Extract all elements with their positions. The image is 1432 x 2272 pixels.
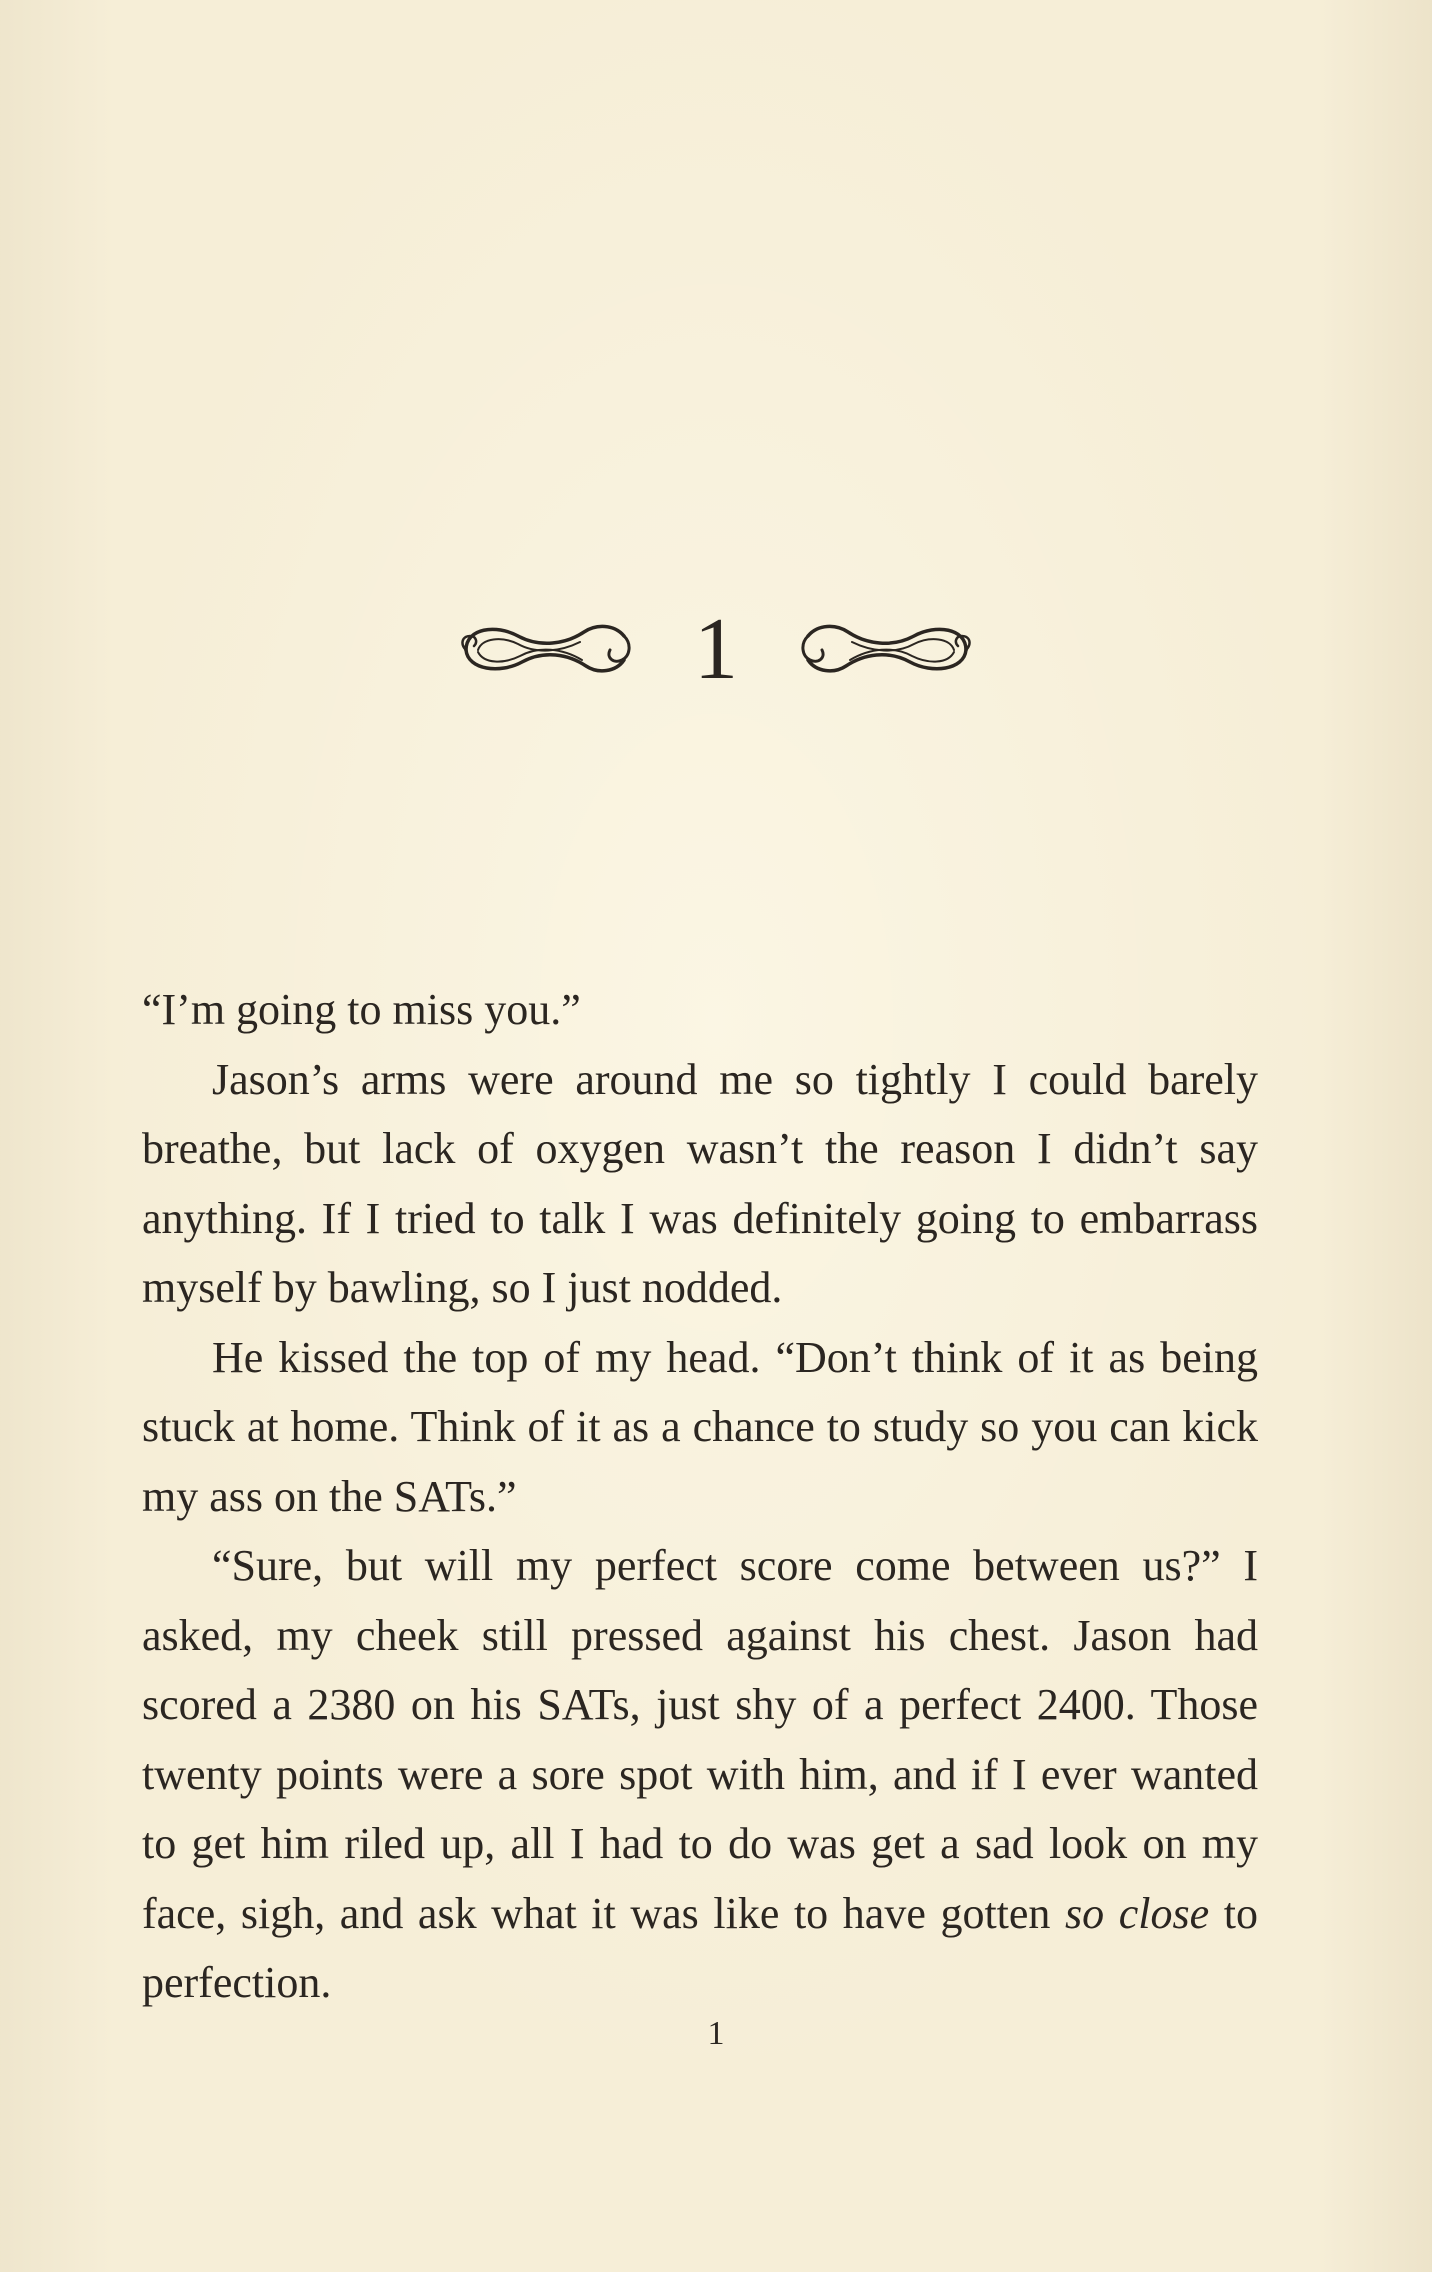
paragraph	[142, 975, 1258, 1045]
show-through-text	[140, 150, 1260, 1030]
paragraph-text: He kissed the top of my head. “Don’t think of it as being stuck at home. Think of it as a chance to study so you can kick my ass on the SATs.”	[142, 1332, 1258, 1521]
chapter-number: 1	[694, 601, 738, 698]
paragraph-text: Jason’s arms were around me so tightly I could barely breathe, but lack of oxygen wasn’t the reason I didn’t say anything. If I tried to talk I was definitely going to embarrass myself by bawling, so I just nodded.	[142, 1054, 1258, 1312]
right-flourish-ornament	[796, 610, 976, 690]
italic-text: so close	[1065, 1888, 1210, 1938]
paragraph-text: “I’m going to miss you.”	[142, 985, 581, 1034]
paragraph-text: “Sure, but will my perfect score come between us?” I asked, my cheek still pressed against his chest. Jason had scored a 2380 on his SATs, just shy of a perfect 2400. Those twenty points were a sore spot with him, and if I ever wanted to get him riled up, all I had to do was get a sad look on my face, sigh, and ask what it was like to have gotten	[142, 1541, 1258, 1938]
page-number: 1	[707, 2015, 725, 2052]
chapter-body-text	[142, 975, 1258, 2018]
chapter-heading	[0, 600, 1432, 700]
left-flourish-ornament	[456, 610, 636, 690]
paragraph	[142, 1045, 1258, 1323]
paragraph	[142, 1323, 1258, 1532]
paragraph-text: to perfection.	[142, 1888, 1258, 2007]
paragraph	[142, 1531, 1258, 2018]
